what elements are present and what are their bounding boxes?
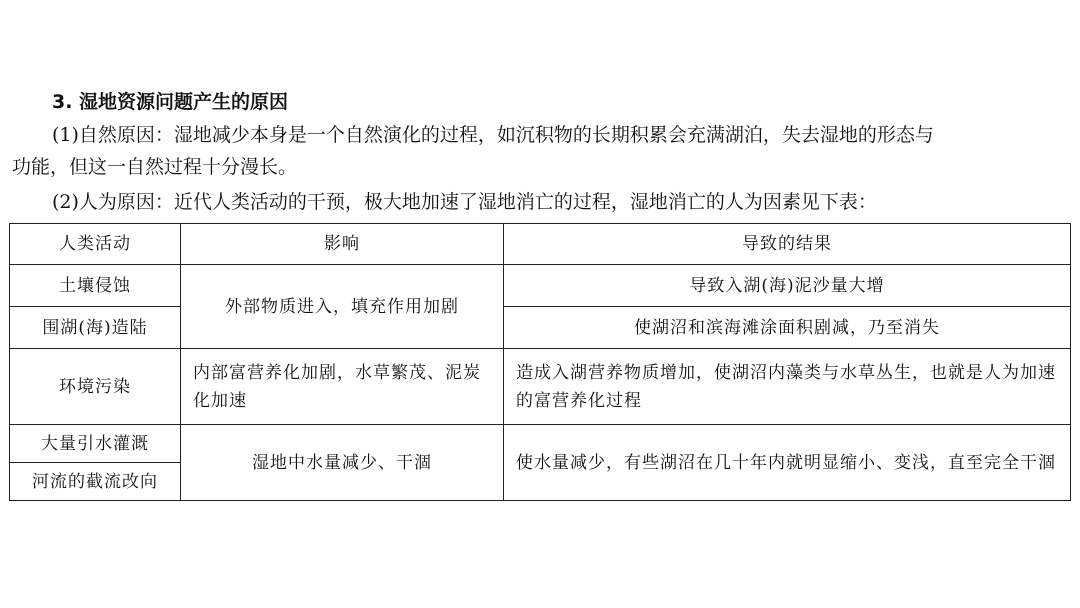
impact-cell: 内部富营养化加剧，水草繁茂、泥炭化加速	[181, 349, 504, 425]
impact-cell: 外部物质进入，填充作用加剧	[181, 265, 504, 349]
header-activity: 人类活动	[10, 224, 181, 265]
human-cause-paragraph: (2)人为原因：近代人类活动的干预，极大地加速了湿地消亡的过程，湿地消亡的人为因素见下表：	[52, 191, 877, 213]
activity-cell: 环境污染	[10, 349, 181, 425]
natural-cause-paragraph: (1)自然原因：湿地减少本身是一个自然演化的过程，如沉积物的长期积累会充满湖泊，失去湿地的形态与	[52, 124, 934, 146]
human-factors-table	[9, 223, 1071, 501]
natural-cause-paragraph-continued: 功能，但这一自然过程十分漫长。	[12, 156, 298, 178]
table-row	[10, 425, 1071, 463]
table-row	[10, 307, 1071, 349]
header-result: 导致的结果	[504, 224, 1071, 265]
activity-cell: 河流的截流改向	[10, 463, 181, 501]
result-cell: 造成入湖营养物质增加，使湖沼内藻类与水草丛生，也就是人为加速的富营养化过程	[504, 349, 1071, 425]
impact-cell: 湿地中水量减少、干涸	[181, 425, 504, 501]
header-impact: 影响	[181, 224, 504, 265]
activity-cell: 土壤侵蚀	[10, 265, 181, 307]
table-header-row	[10, 224, 1071, 265]
result-cell: 使水量减少，有些湖沼在几十年内就明显缩小、变浅，直至完全干涸	[504, 425, 1071, 501]
activity-cell: 围湖(海)造陆	[10, 307, 181, 349]
section-heading: 3. 湿地资源问题产生的原因	[52, 91, 289, 113]
table-row	[10, 349, 1071, 425]
result-cell: 导致入湖(海)泥沙量大增	[504, 265, 1071, 307]
result-cell: 使湖沼和滨海滩涂面积剧减，乃至消失	[504, 307, 1071, 349]
table-row	[10, 265, 1071, 307]
activity-cell: 大量引水灌溉	[10, 425, 181, 463]
